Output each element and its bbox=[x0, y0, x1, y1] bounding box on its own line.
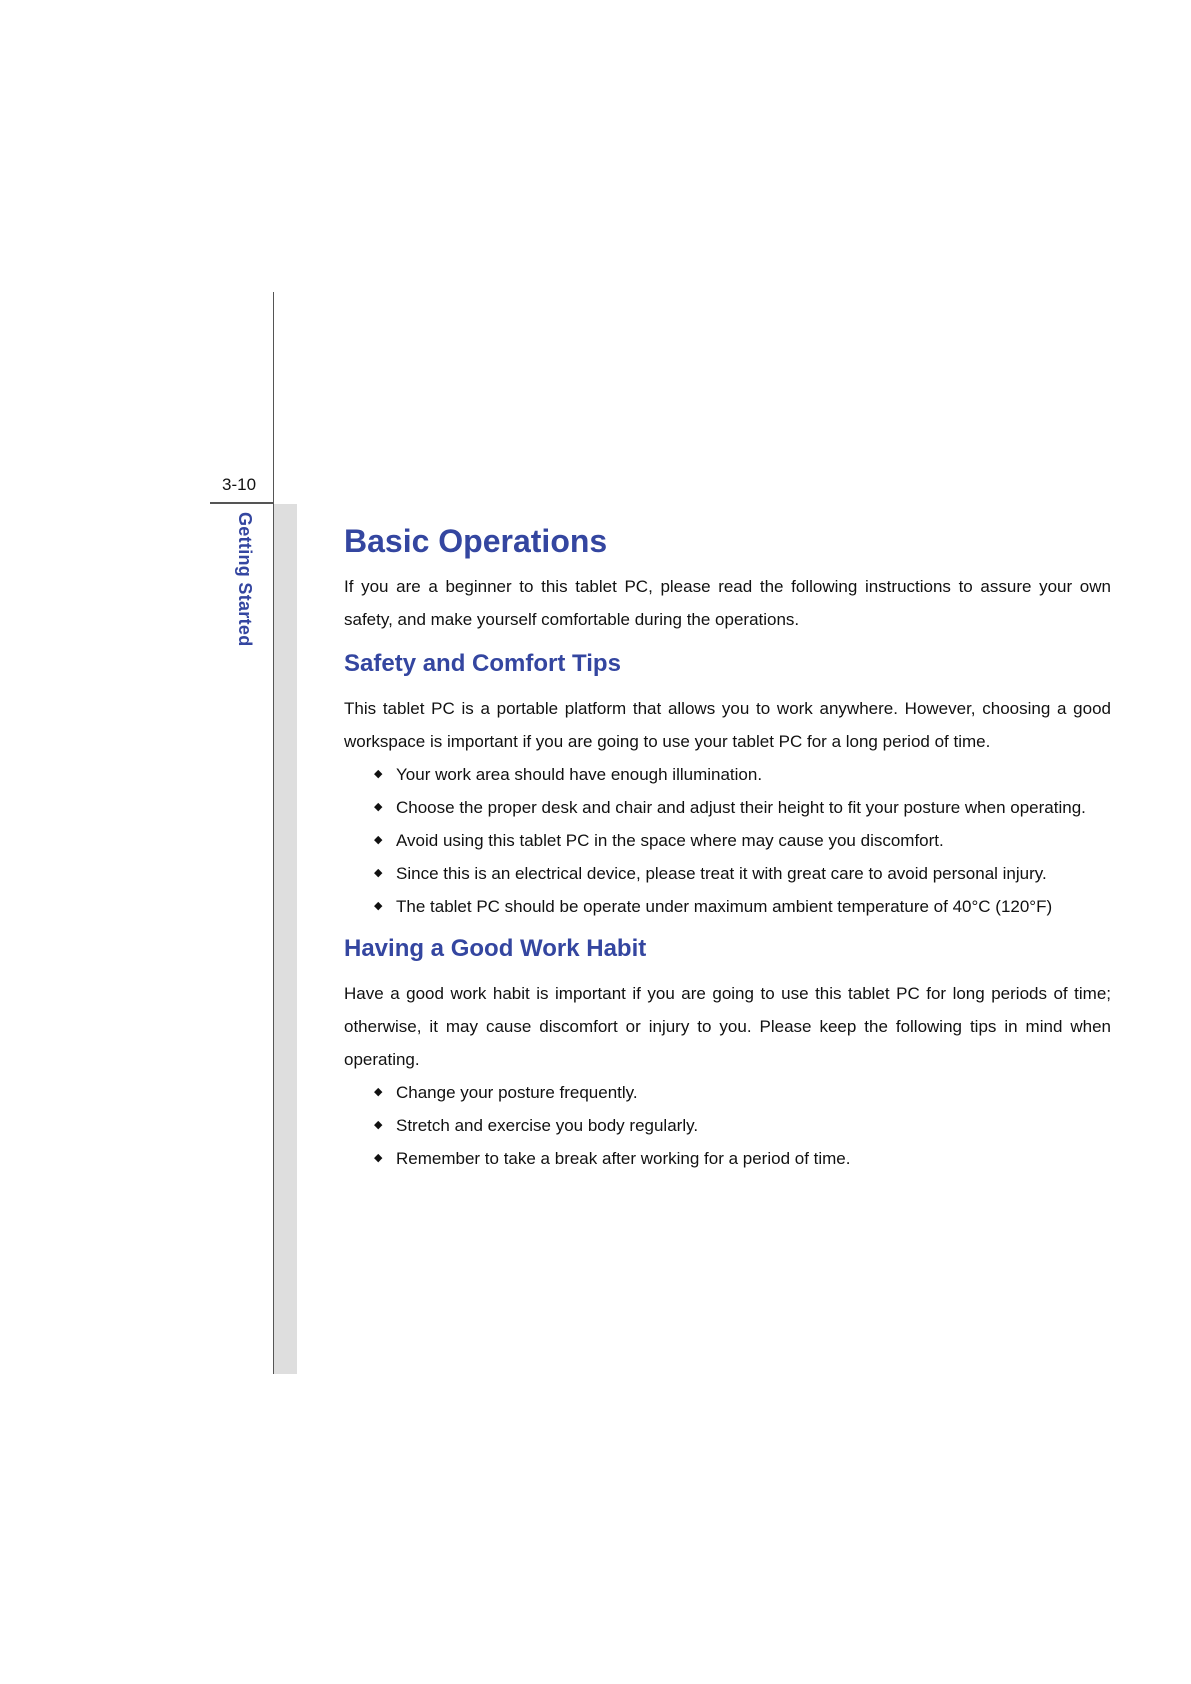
page-number: 3-10 bbox=[222, 475, 257, 494]
chapter-side-tab: Getting Started bbox=[235, 512, 255, 647]
bullet-icon: ◆ bbox=[374, 801, 383, 813]
bullet-icon: ◆ bbox=[374, 1152, 383, 1164]
section-heading-work-habit: Having a Good Work Habit bbox=[344, 935, 647, 962]
bullet-icon: ◆ bbox=[374, 834, 383, 846]
page-title: Basic Operations bbox=[344, 523, 608, 559]
intro-paragraph: If you are a beginner to this tablet PC, please read the following instructions to assure your own safety, and make yourself comfortable during the operations. bbox=[344, 577, 1111, 629]
work-habit-paragraph: Have a good work habit is important if you are going to use this tablet PC for long periods of time; otherwise, it may cause discomfort or injury to you. Please keep the following tips in mind when operating. bbox=[344, 984, 1111, 1069]
bullet-icon: ◆ bbox=[374, 1086, 383, 1098]
page-number-rule bbox=[210, 502, 274, 504]
bullet-icon: ◆ bbox=[374, 867, 383, 879]
bullet-icon: ◆ bbox=[374, 1119, 383, 1131]
page-content bbox=[344, 518, 1111, 1183]
list-item: ◆ Remember to take a break after working for a period of time. bbox=[374, 1142, 1111, 1175]
list-item: ◆ Since this is an electrical device, please treat it with great care to avoid personal injury. bbox=[374, 857, 1111, 890]
bullet-icon: ◆ bbox=[374, 900, 383, 912]
list-item: ◆ Choose the proper desk and chair and adjust their height to fit your posture when operating. bbox=[374, 791, 1111, 824]
safety-tips-list bbox=[344, 758, 1111, 923]
list-item: ◆ Your work area should have enough illumination. bbox=[374, 758, 1111, 791]
section-heading-safety: Safety and Comfort Tips bbox=[344, 650, 621, 677]
list-item: ◆ Avoid using this tablet PC in the space where may cause you discomfort. bbox=[374, 824, 1111, 857]
work-habit-list bbox=[344, 1076, 1111, 1175]
list-item: ◆ Stretch and exercise you body regularly. bbox=[374, 1109, 1111, 1142]
list-item: ◆ The tablet PC should be operate under maximum ambient temperature of 40°C (120°F) bbox=[374, 890, 1111, 923]
list-item: ◆ Change your posture frequently. bbox=[374, 1076, 1111, 1109]
safety-paragraph: This tablet PC is a portable platform that allows you to work anywhere. However, choosing a good workspace is important if you are going to use your tablet PC for a long period of time. bbox=[344, 699, 1111, 751]
bullet-icon: ◆ bbox=[374, 768, 383, 780]
side-band bbox=[274, 504, 297, 1374]
